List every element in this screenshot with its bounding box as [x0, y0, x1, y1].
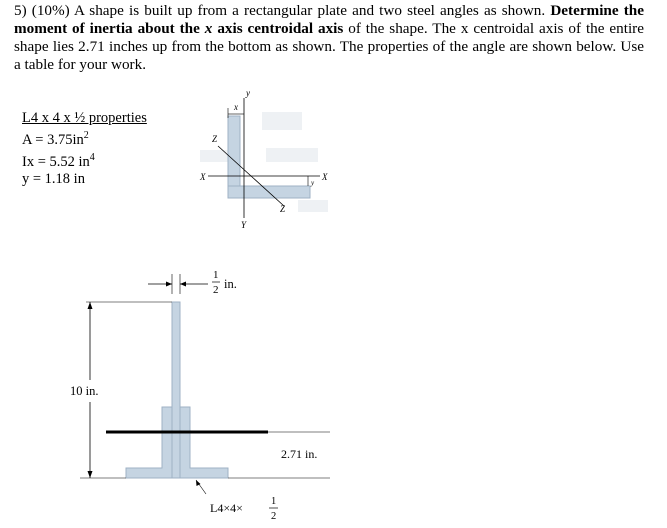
label-x-bar: x	[234, 102, 238, 112]
problem-bold-2: axis centroidal axis	[217, 20, 344, 37]
angle-callout-prefix: L4×4×	[210, 501, 243, 515]
angle-callout-num: 1	[271, 496, 277, 507]
angle-section-diagram	[180, 88, 340, 228]
problem-text-intro: A shape is built up from a rectangular plate and two steel angles as shown.	[74, 2, 546, 19]
problem-bold-x: x	[204, 20, 213, 37]
property-area: $A = 3.75in^2$	[22, 130, 89, 148]
label-y-top: y	[246, 88, 250, 98]
properties-title: L4 x 4 x ½ properties	[22, 110, 147, 126]
right-angle	[180, 407, 228, 478]
left-angle	[126, 407, 172, 478]
property-ix: Ix = 5.52 $in^4$	[22, 151, 95, 170]
property-y: y = 1.18 in	[22, 170, 85, 187]
height-label: 10 in.	[70, 384, 99, 398]
centroid-height-label: 2.71 in.	[281, 447, 318, 461]
plate-thickness-unit: in.	[224, 277, 237, 291]
built-up-shape-diagram	[60, 262, 370, 526]
label-z-bottom: Z	[280, 204, 286, 214]
label-y-bar: y	[311, 179, 315, 187]
label-y-bottom: Y	[241, 220, 247, 228]
label-z-left: Z	[212, 134, 218, 144]
problem-statement	[14, 2, 644, 74]
problem-weight: (10%)	[31, 2, 70, 19]
angle-callout-den: 2	[271, 511, 277, 522]
problem-number: 5)	[14, 2, 27, 19]
plate-thickness-num: 1	[213, 269, 219, 281]
problem-text-rest: of the shape. The x centroidal axis of the entire shape lies 2.71 inches up from the bottom as shown. The properties of the angle are shown below. Use a table for your work.	[14, 20, 644, 73]
label-x-left: X	[200, 172, 206, 182]
angle-properties	[22, 110, 147, 188]
problem-bold-1: Determine the moment of inertia about the	[14, 2, 644, 37]
label-x-right: X	[322, 172, 328, 182]
vertical-plate	[172, 302, 180, 478]
plate-thickness-den: 2	[213, 284, 219, 296]
